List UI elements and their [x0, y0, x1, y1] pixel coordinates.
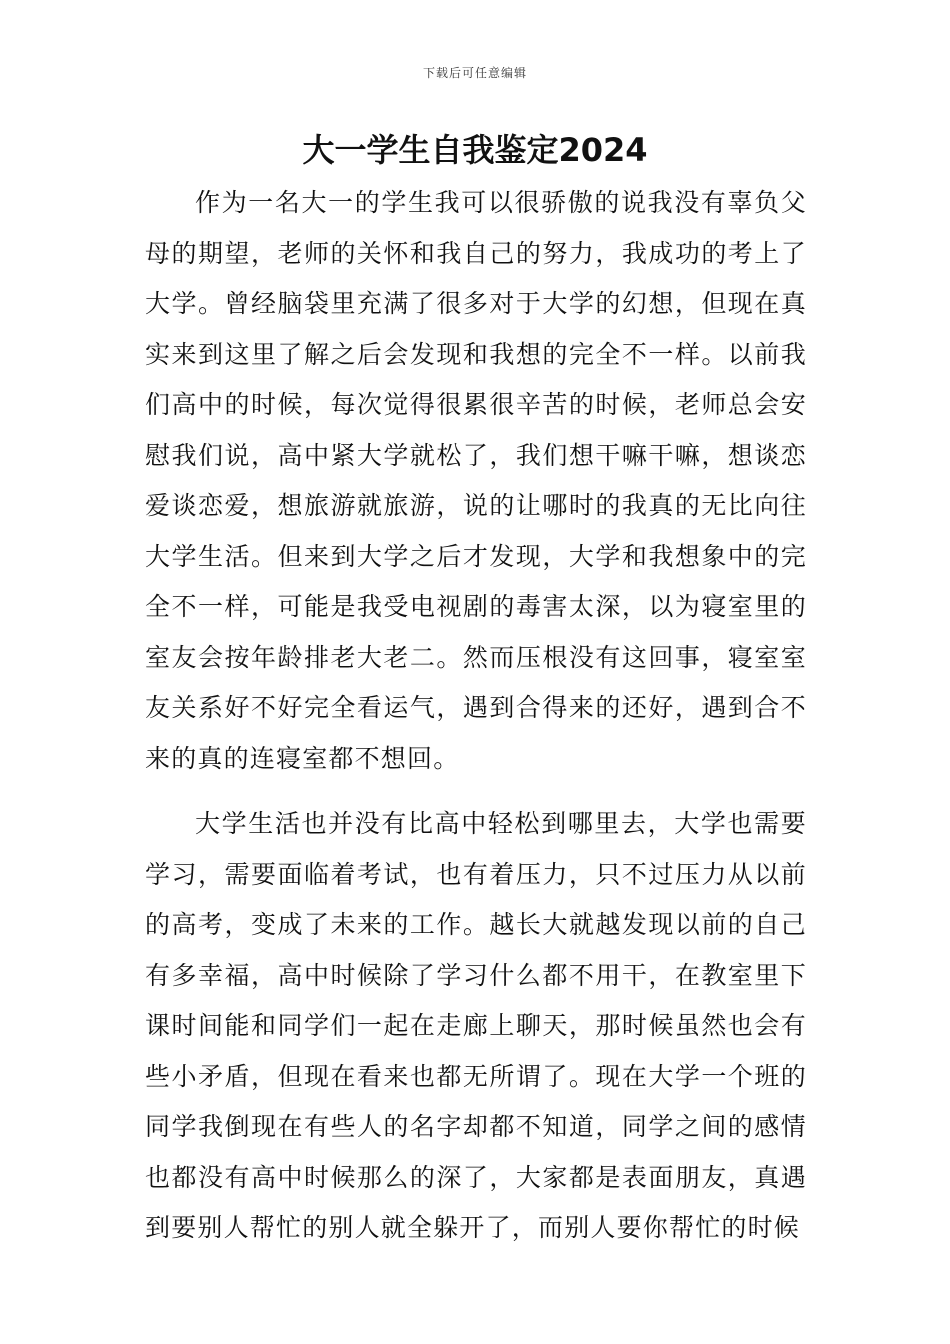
paragraph: 作为一名大一的学生我可以很骄傲的说我没有辜负父母的期望，老师的关怀和我自己的努力，我成功的考上了大学。曾经脑袋里充满了很多对于大学的幻想，但现在真实来到这里了解之后会发现和我想的完全不一样。以前我们高中的时候，每次觉得很累很辛苦的时候，老师总会安慰我们说，高中紧大学就松了，我们想干嘛干嘛，想谈恋爱谈恋爱，想旅游就旅游，说的让哪时的我真的无比向往大学生活。但来到大学之后才发现，大学和我想象中的完全不一样，可能是我受电视剧的毒害太深，以为寝室里的室友会按年龄排老大老二。然而压根没有这回事，寝室室友关系好不好完全看运气，遇到合得来的还好，遇到合不来的真的连寝室都不想回。	[145, 188, 807, 773]
header-note: 下载后可任意编辑	[422, 66, 527, 80]
document-title: 大一学生自我鉴定2024	[302, 131, 648, 169]
document-body	[145, 178, 807, 1254]
paragraph: 大学生活也并没有比高中轻松到哪里去，大学也需要学习，需要面临着考试，也有着压力，只不过压力从以前的高考，变成了未来的工作。越长大就越发现以前的自己有多幸福，高中时候除了学习什么都不用干，在教室里下课时间能和同学们一起在走廊上聊天，那时候虽然也会有些小矛盾，但现在看来也都无所谓了。现在大学一个班的同学我倒现在有些人的名字却都不知道，同学之间的感情也都没有高中时候那么的深了，大家都是表面朋友，真遇到要别人帮忙的别人就全躲开了，而别人要你帮忙的时候	[145, 809, 807, 1242]
